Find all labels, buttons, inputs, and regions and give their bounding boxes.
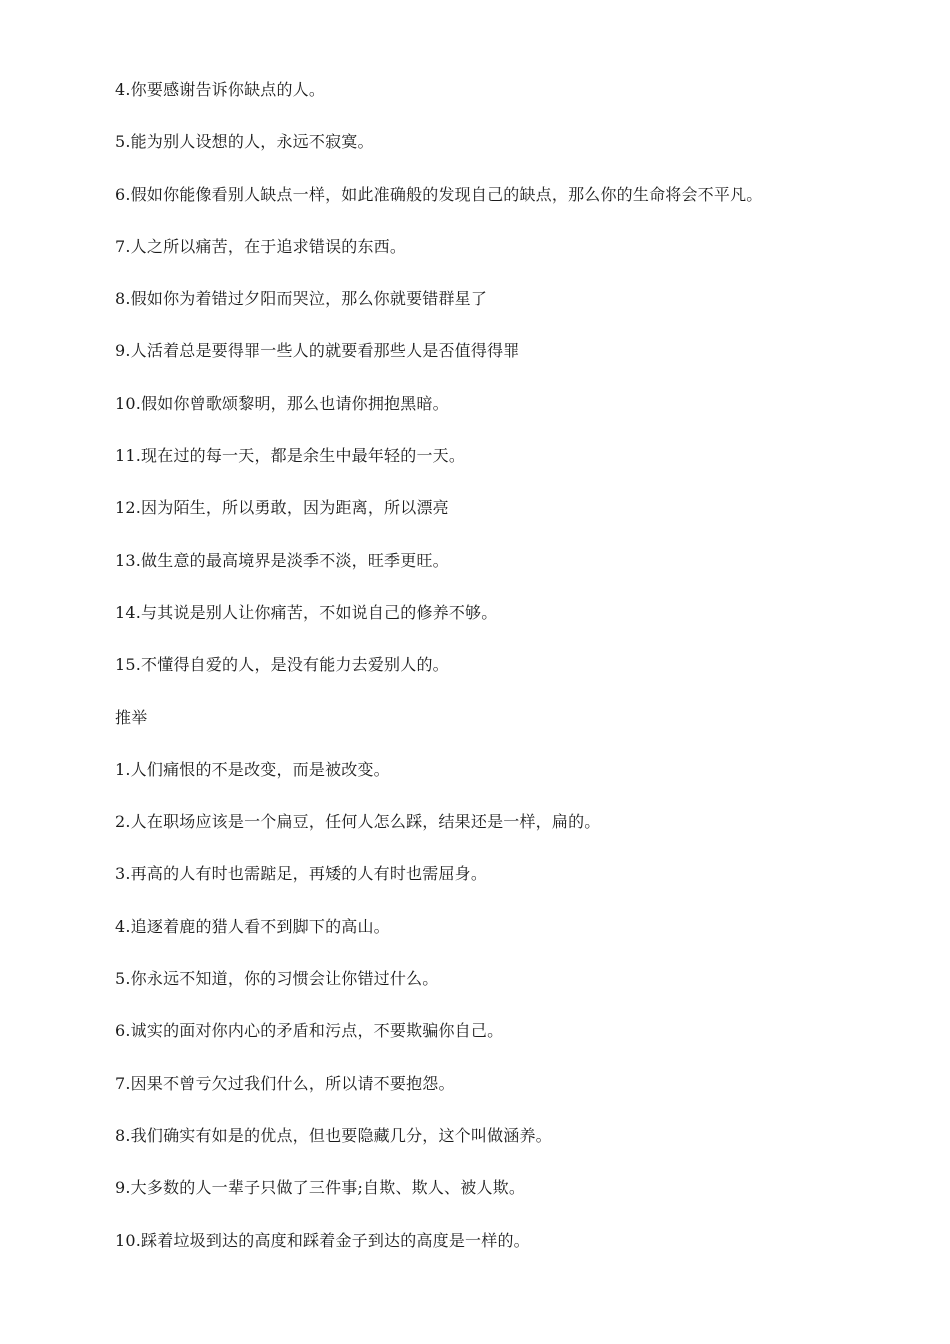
quote-line: 8.我们确实有如是的优点，但也要隐藏几分，这个叫做涵养。	[115, 1125, 552, 1145]
quote-line: 4.追逐着鹿的猎人看不到脚下的高山。	[115, 916, 390, 936]
quote-line: 7.人之所以痛苦，在于追求错误的东西。	[115, 236, 407, 256]
quote-line: 9.人活着总是要得罪一些人的就要看那些人是否值得得罪	[115, 341, 520, 361]
quote-line: 6.诚实的面对你内心的矛盾和污点，不要欺骗你自己。	[115, 1021, 504, 1041]
quote-line: 1.人们痛恨的不是改变，而是被改变。	[115, 759, 390, 779]
quote-line: 7.因果不曾亏欠过我们什么，所以请不要抱怨。	[115, 1073, 455, 1093]
quote-line: 8.假如你为着错过夕阳而哭泣，那么你就要错群星了	[115, 289, 488, 309]
quote-line: 12.因为陌生，所以勇敢，因为距离，所以漂亮	[115, 498, 449, 518]
quote-line: 15.不懂得自爱的人，是没有能力去爱别人的。	[115, 655, 449, 675]
quote-line: 10.假如你曾歌颂黎明，那么也请你拥抱黑暗。	[115, 393, 449, 413]
quote-line: 11.现在过的每一天，都是余生中最年轻的一天。	[115, 446, 466, 466]
quote-line: 10.踩着垃圾到达的高度和踩着金子到达的高度是一样的。	[115, 1230, 530, 1250]
quote-line: 3.再高的人有时也需踮足，再矮的人有时也需屈身。	[115, 864, 488, 884]
quote-line: 14.与其说是别人让你痛苦，不如说自己的修养不够。	[115, 602, 498, 622]
section-heading: 推举	[115, 707, 148, 727]
quote-line: 6.假如你能像看别人缺点一样，如此准确般的发现自己的缺点，那么你的生命将会不平凡。	[115, 184, 763, 204]
quote-line: 5.你永远不知道，你的习惯会让你错过什么。	[115, 969, 439, 989]
quote-line: 5.能为别人设想的人，永远不寂寞。	[115, 132, 374, 152]
quote-line: 2.人在职场应该是一个扁豆，任何人怎么踩，结果还是一样，扁的。	[115, 812, 601, 832]
document-body	[115, 80, 935, 1283]
quote-line: 9.大多数的人一辈子只做了三件事;自欺、欺人、被人欺。	[115, 1178, 526, 1198]
quote-line: 13.做生意的最高境界是淡季不淡，旺季更旺。	[115, 550, 449, 570]
quote-line: 4.你要感谢告诉你缺点的人。	[115, 80, 326, 99]
